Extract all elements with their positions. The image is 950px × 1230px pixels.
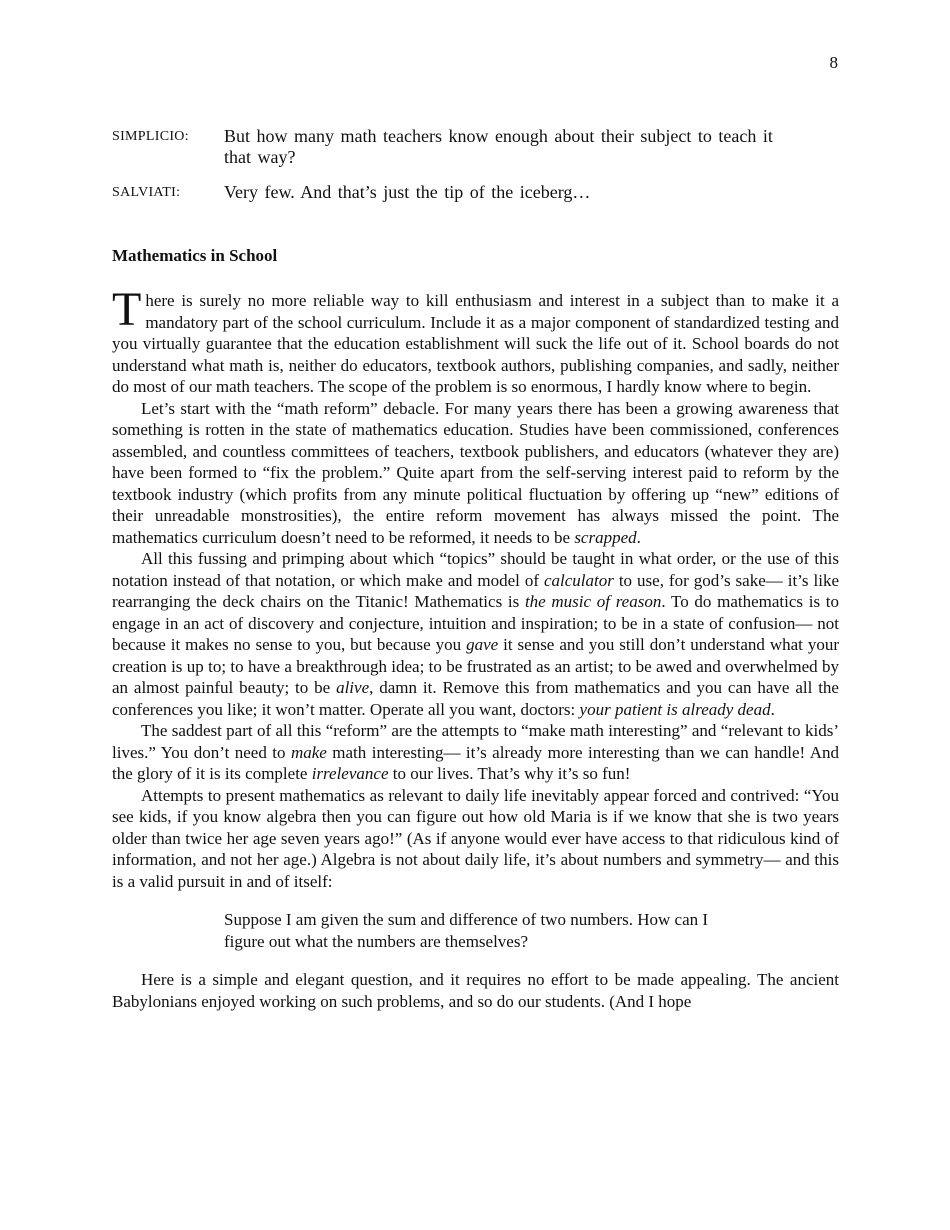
paragraph: Attempts to present mathematics as relevant to daily life inevitably appear forced and contrived: “You see kids, if you know algebra then you can figure out how old Maria is if we know that she is two years older than twice her age seven years ago!” (As if anyone would ever have access to that ridiculous kind of information, and not her age.) Algebra is not about daily life, it’s about numbers and symmetry— and this is a valid pursuit in and of itself: (112, 785, 839, 891)
text-run: it sense and you still don’t understand what your creation is up to; to have a breakthrough idea; to be frustrated as an artist; to be awed and overwhelmed by an almost painful beauty; to be (112, 635, 839, 697)
block-quote (224, 909, 734, 952)
dialogue-simplicio (112, 126, 792, 168)
emphasis: calculator (543, 570, 614, 590)
drop-cap: T (112, 283, 142, 336)
text-run: All this fussing and primping about which “topics” should be taught in what order, or the use of this notation instead of that notation, or which make and model of (112, 549, 839, 590)
text-run: . To do mathematics is to engage in an act of discovery and conjecture, intuition and inspiration; to be in a state of confusion— not because it makes no sense to you, but because you (112, 592, 839, 654)
text-run: , damn it. Remove this from mathematics and you can have all the conferences you like; it won’t matter. Operate all you want, doctors: (112, 678, 839, 719)
speaker-name: SIMPLICIO: (112, 129, 189, 144)
text-run: Let’s start with the “math reform” debacle. For many years there has been a growing awareness that something is rotten in the state of mathematics education. Studies have been commissioned, conferences assembled, and countless committees of teachers, textbook publishers, and educators (whatever they are) have been formed to “fix the problem.” Quite apart from the self-serving interest paid to reform by the textbook industry (which profits from any minute political fluctuation by offering up “new” editions of their unreadable monstrosities), the entire reform movement has always missed the point. The mathematics curriculum doesn’t need to be reformed, it needs to be (112, 398, 839, 547)
paragraph (112, 283, 839, 398)
text-run: to use, for god’s sake— it’s like rearranging the deck chairs on the Titanic! Mathematics is (112, 570, 839, 611)
paragraph (112, 548, 839, 720)
body-text (112, 283, 839, 1012)
quote-text: Suppose I am given the sum and difference of two numbers. How can I figure out what the numbers are themselves? (224, 910, 709, 951)
emphasis: the music of reason (524, 592, 662, 611)
paragraph (112, 720, 839, 785)
paragraph (112, 398, 839, 549)
emphasis: make (290, 742, 327, 762)
paragraph: Here is a simple and elegant question, and it requires no effort to be made appealing. The ancient Babylonians enjoyed working on such problems, and so do our students. (And I hope (112, 970, 839, 1011)
text-run: to our lives. That’s why it’s so fun! (388, 764, 631, 783)
section-heading: Mathematics in School (112, 246, 278, 265)
page-number: 8 (829, 53, 838, 72)
emphasis: alive (336, 678, 370, 697)
emphasis: scrapped (574, 527, 637, 547)
text-run: math interesting— it’s already more interesting than we can handle! And the glory of it is its complete (112, 742, 839, 783)
dialogue-line: But how many math teachers know enough about their subject to teach it that way? (224, 126, 773, 167)
paragraph-text: here is surely no more reliable way to kill enthusiasm and interest in a subject than to make it a mandatory part of the school curriculum. Include it as a major component of standardized testing and you virtually guarantee that the education establishment will suck the life out of it. School boards do not understand what math is, neither do educators, textbook authors, publishing companies, and sadly, neither do most of our math teachers. The scope of the problem is so enormous, I hardly know where to begin. (112, 291, 839, 396)
dialogue-salviati (112, 182, 792, 203)
text-run: . (770, 699, 775, 719)
emphasis: gave (466, 635, 499, 654)
speaker-name: SALVIATI: (112, 185, 181, 200)
text-run: The saddest part of all this “reform” are the attempts to “make math interesting” and “relevant to kids’ lives.” You don’t need to (112, 721, 839, 762)
emphasis: irrelevance (311, 764, 389, 783)
emphasis: your patient is already dead (579, 699, 771, 719)
dialogue-line: Very few. And that’s just the tip of the iceberg… (224, 182, 591, 202)
text-run: . (636, 527, 641, 547)
